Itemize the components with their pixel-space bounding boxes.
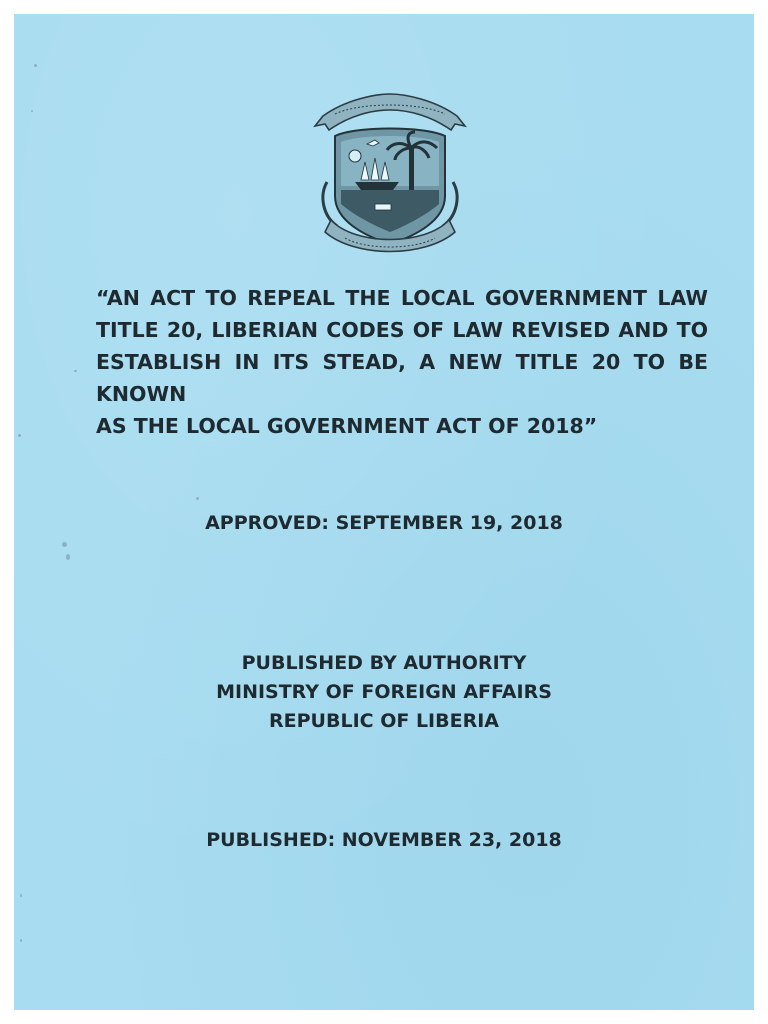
act-title-line: TITLE 20, LIBERIAN CODES OF LAW REVISED AND TO (96, 318, 708, 342)
coat-of-arms-icon (305, 86, 475, 256)
publisher-line: PUBLISHED BY AUTHORITY (241, 652, 527, 674)
scan-speck (18, 434, 21, 437)
approved-date: APPROVED: SEPTEMBER 19, 2018 (205, 512, 563, 534)
act-title-line: “AN ACT TO REPEAL THE LOCAL GOVERNMENT LAW (96, 286, 708, 310)
scan-speck (66, 554, 70, 560)
seal-banner (315, 94, 465, 130)
scan-speck (74, 370, 77, 372)
scan-speck (31, 110, 33, 112)
published-date: PUBLISHED: NOVEMBER 23, 2018 (206, 829, 562, 851)
publisher-line: MINISTRY OF FOREIGN AFFAIRS (216, 681, 552, 703)
publisher-line: REPUBLIC OF LIBERIA (269, 710, 499, 732)
scan-speck (34, 64, 37, 67)
act-title (96, 282, 708, 442)
scan-speck (20, 939, 22, 942)
act-title-line: ESTABLISH IN ITS STEAD, A NEW TITLE 20 TO BE KNOWN (96, 350, 708, 406)
scan-speck (20, 894, 22, 897)
act-title-line: AS THE LOCAL GOVERNMENT ACT OF 2018” (96, 414, 598, 438)
scan-speck (196, 497, 199, 500)
scan-speck (62, 542, 67, 547)
